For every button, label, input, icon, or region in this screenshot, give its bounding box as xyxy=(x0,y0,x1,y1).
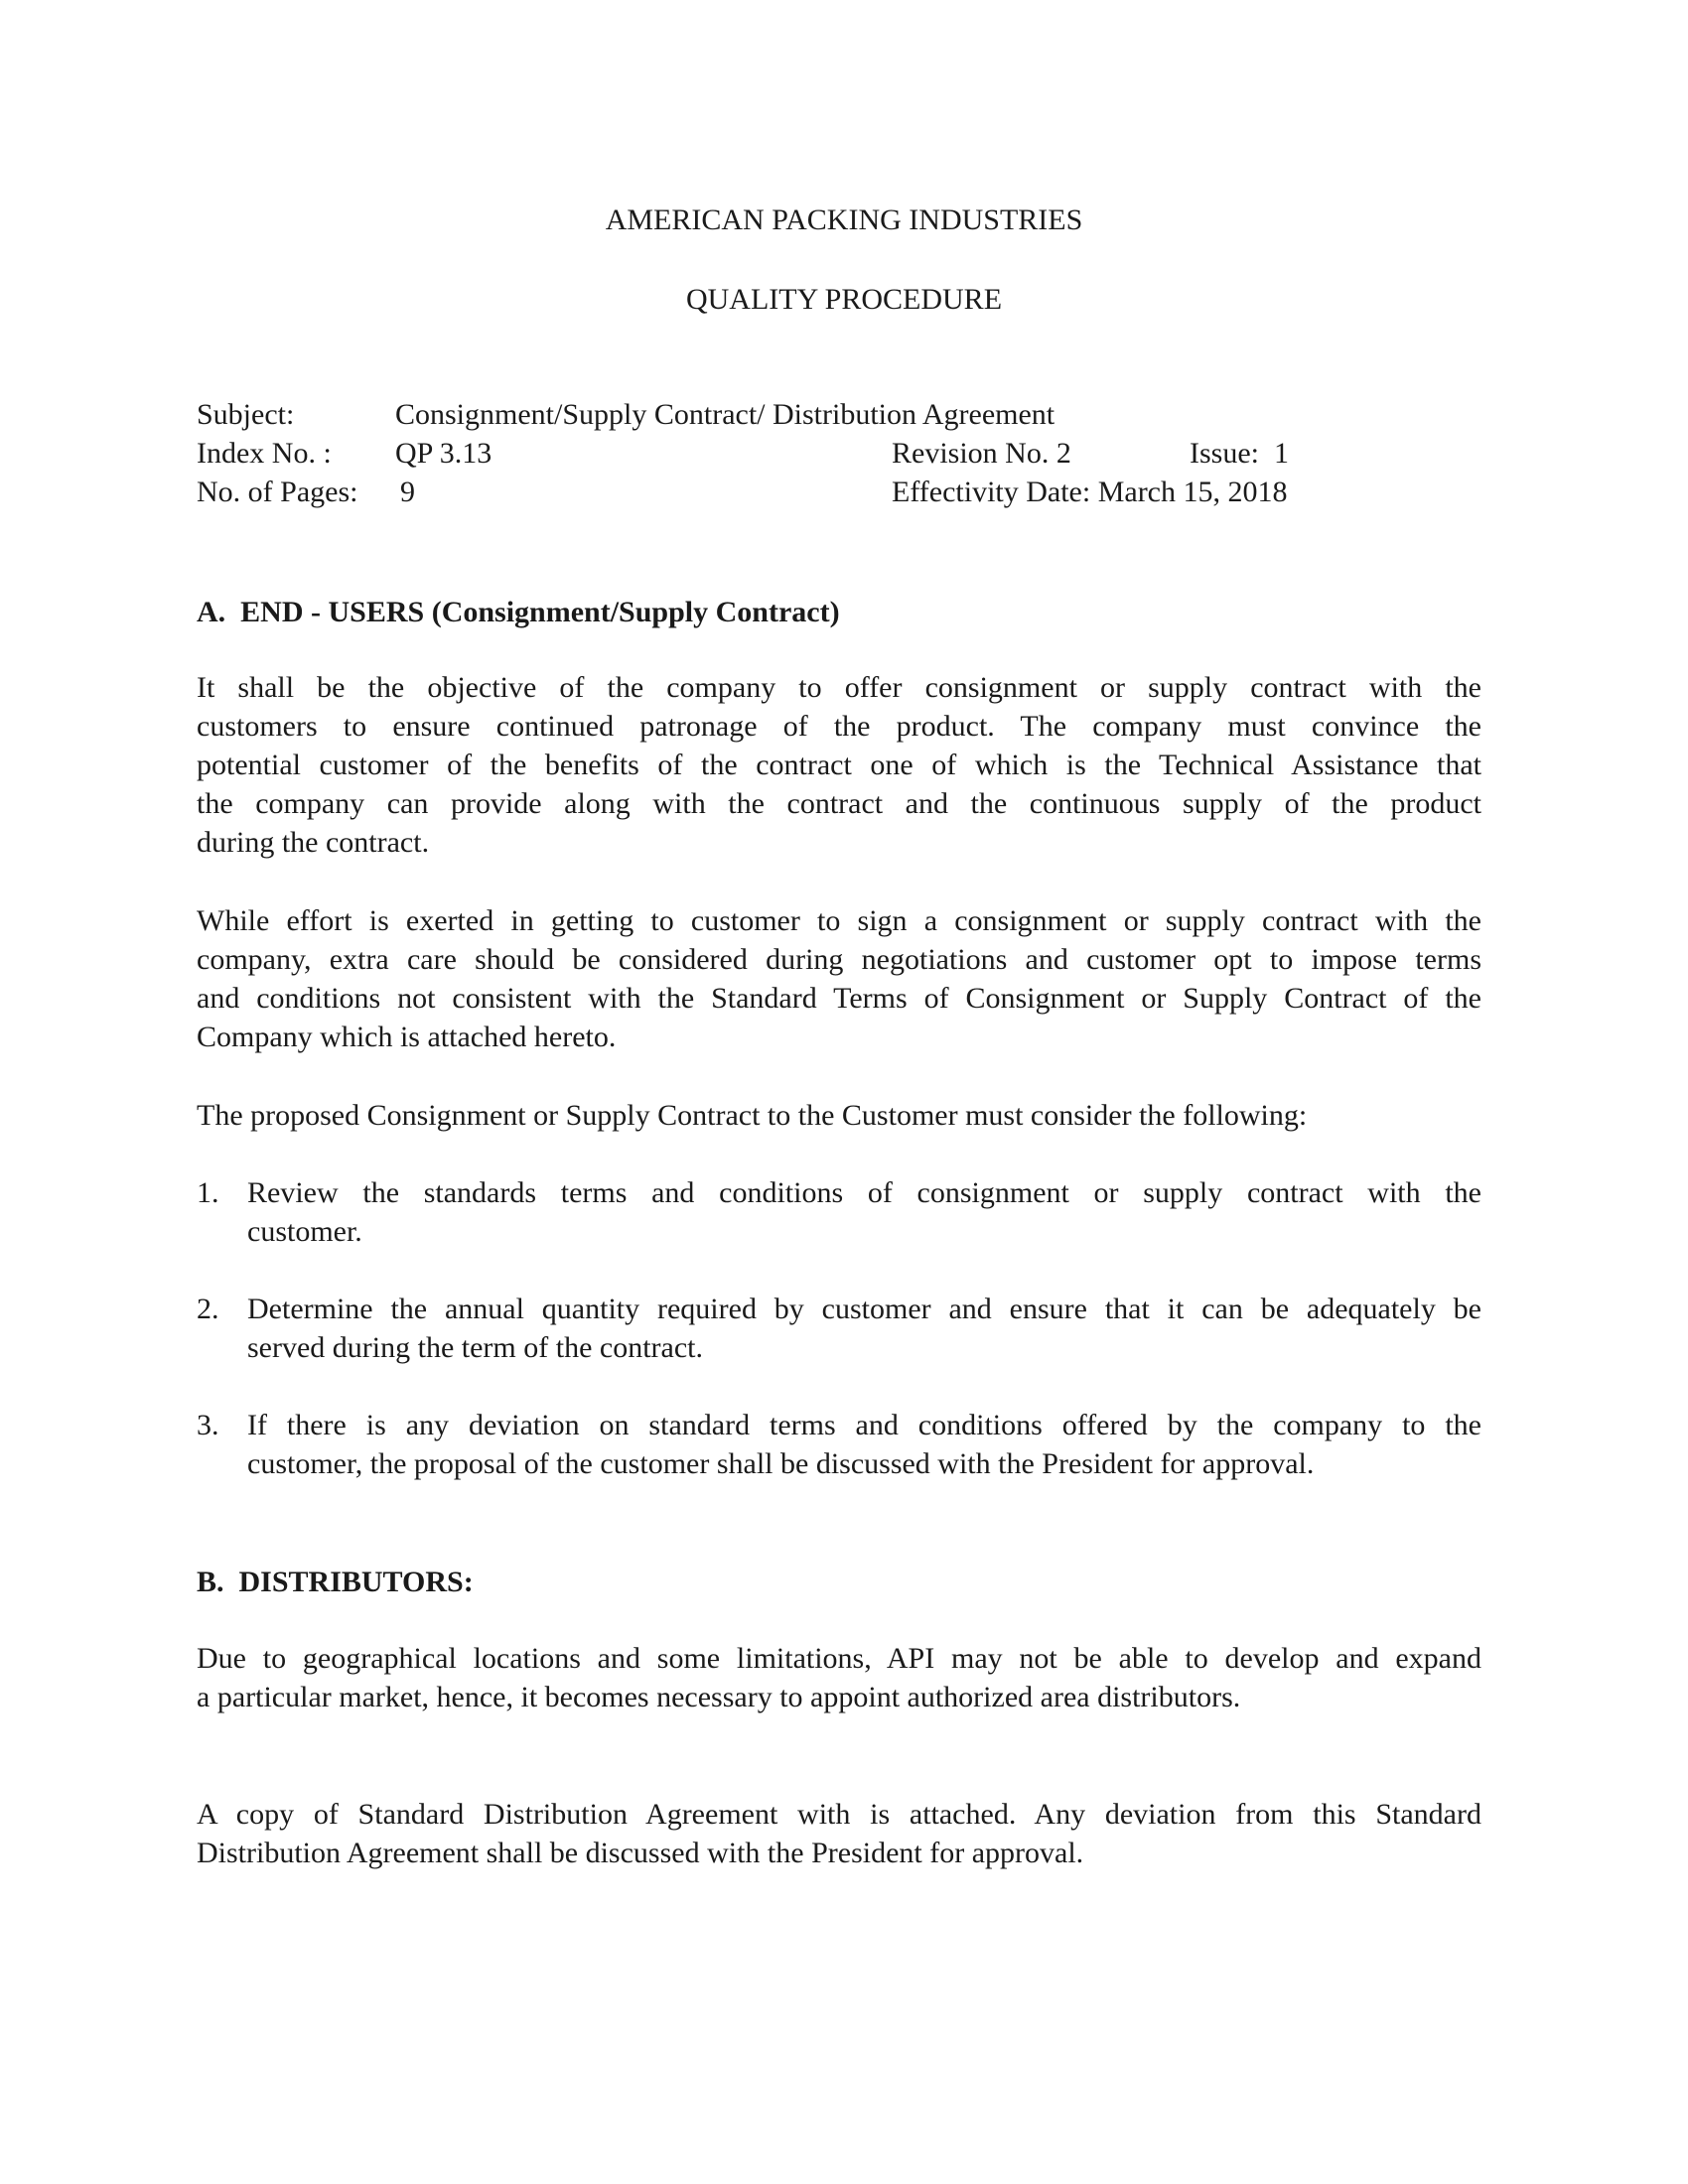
index-value: QP 3.13 xyxy=(395,437,492,470)
text-line: It shall be the objective of the company to offer consignment or supply contract with the xyxy=(197,671,1481,704)
text-line: a particular market, hence, it becomes necessary to appoint authorized area distributors. xyxy=(197,1681,1241,1713)
text-line: during the contract. xyxy=(197,826,430,859)
list-number: 3. xyxy=(197,1409,219,1441)
text-line: Due to geographical locations and some limitations, API may not be able to develop and expand xyxy=(197,1642,1481,1675)
text-line: A copy of Standard Distribution Agreement with is attached. Any deviation from this Standard xyxy=(197,1798,1481,1831)
pages-label: No. of Pages: xyxy=(197,476,358,508)
issue-number: Issue: 1 xyxy=(1190,437,1289,470)
text-line: potential customer of the benefits of the contract one of which is the Technical Assistance that xyxy=(197,749,1481,781)
text-line: If there is any deviation on standard terms and conditions offered by the company to the xyxy=(247,1409,1481,1441)
pages-value: 9 xyxy=(400,476,415,508)
subject-value: Consignment/Supply Contract/ Distribution Agreement xyxy=(395,398,1055,431)
section-a-paragraph-1 xyxy=(197,668,1481,862)
revision-number: Revision No. 2 xyxy=(892,437,1071,470)
section-b-paragraph-2 xyxy=(197,1795,1481,1872)
index-label: Index No. : xyxy=(197,437,332,470)
text-line: served during the term of the contract. xyxy=(247,1331,703,1364)
effectivity-date: Effectivity Date: March 15, 2018 xyxy=(892,476,1288,508)
text-line: company, extra care should be considered during negotiations and customer opt to impose terms xyxy=(197,943,1481,976)
text-line: customer, the proposal of the customer shall be discussed with the President for approval. xyxy=(247,1447,1315,1480)
text-line: the company can provide along with the contract and the continuous supply of the product xyxy=(197,787,1481,820)
text-line: While effort is exerted in getting to customer to sign a consignment or supply contract with the xyxy=(197,904,1481,937)
text-line: Distribution Agreement shall be discussed with the President for approval. xyxy=(197,1837,1084,1869)
document-type: QUALITY PROCEDURE xyxy=(685,283,1003,316)
company-name: AMERICAN PACKING INDUSTRIES xyxy=(605,204,1083,236)
list-number: 1. xyxy=(197,1176,219,1209)
text-line: Determine the annual quantity required by customer and ensure that it can be adequately be xyxy=(247,1293,1481,1325)
text-line: customer. xyxy=(247,1215,362,1248)
section-a-paragraph-2 xyxy=(197,901,1481,1056)
subject-label: Subject: xyxy=(197,398,295,431)
section-b-paragraph-1 xyxy=(197,1639,1481,1716)
text-line: customers to ensure continued patronage of the product. The company must convince the xyxy=(197,710,1481,743)
list-number: 2. xyxy=(197,1293,219,1325)
section-b-heading: B. DISTRIBUTORS: xyxy=(197,1566,474,1598)
text-line: and conditions not consistent with the Standard Terms of Consignment or Supply Contract of the xyxy=(197,982,1481,1015)
section-a-paragraph-3: The proposed Consignment or Supply Contract to the Customer must consider the following: xyxy=(197,1099,1308,1132)
text-line: Company which is attached hereto. xyxy=(197,1021,617,1053)
text-line: Review the standards terms and conditions of consignment or supply contract with the xyxy=(247,1176,1481,1209)
section-a-heading: A. END - USERS (Consignment/Supply Contract) xyxy=(197,596,840,628)
